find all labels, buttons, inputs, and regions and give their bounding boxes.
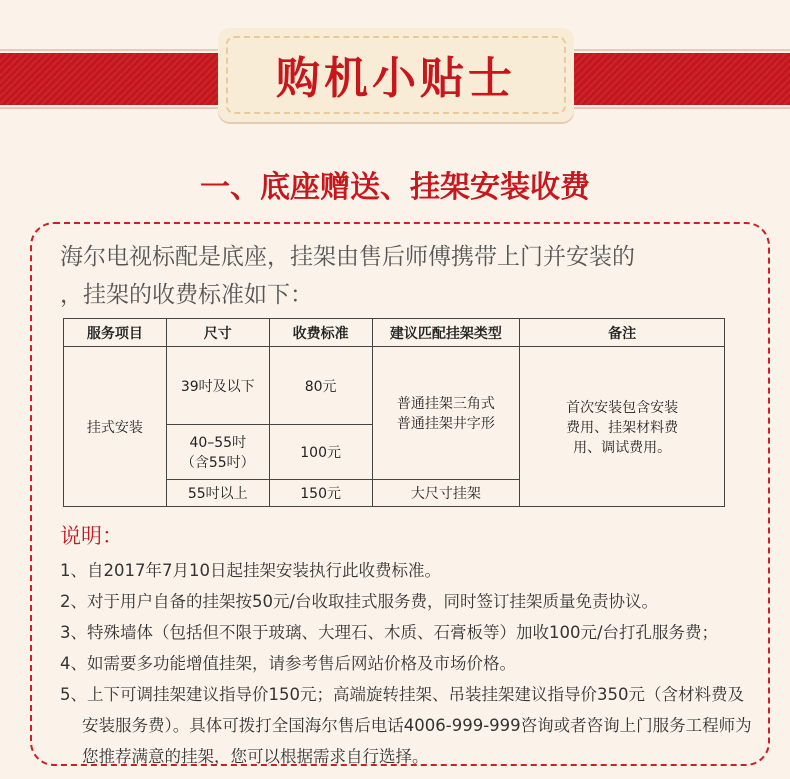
table-row bbox=[64, 347, 725, 425]
note-item: 4、如需要多功能增值挂架，请参考售后网站价格及市场价格。 bbox=[60, 654, 516, 673]
type-line: 普通挂架三角式 bbox=[396, 396, 495, 412]
price-cell: 80元 bbox=[269, 347, 372, 425]
size-line: 40–55吋 bbox=[189, 435, 247, 451]
notes-list bbox=[60, 555, 760, 772]
intro-line-2: ，挂架的收费标准如下： bbox=[60, 282, 313, 308]
price-cell: 150元 bbox=[269, 480, 372, 507]
intro-line-1: 海尔电视标配是底座，挂架由售后师傅携带上门并安装的 bbox=[60, 244, 635, 270]
type-cell bbox=[372, 347, 520, 480]
header-cell-type: 建议匹配挂架类型 bbox=[372, 319, 520, 347]
remark-line: 费用、挂架材料费 bbox=[566, 419, 679, 436]
table-header-row bbox=[64, 319, 725, 347]
size-cell bbox=[166, 425, 269, 480]
section-title: 一、底座赠送、挂架安装收费 bbox=[200, 170, 590, 205]
page-title: 购机小贴士 bbox=[276, 53, 516, 104]
size-cell: 55吋以上 bbox=[166, 480, 269, 507]
note-item: 5、上下可调挂架建议指导价150元；高端旋转挂架、吊装挂架建议指导价350元（含材料费及安装服务费）。具体可拨打全国海尔售后电话4006-999-999咨询或者咨询上门服务工程师为您推荐满意的挂架，您可以根据需求自行选择。 bbox=[60, 685, 752, 766]
remark-line: 用、调试费用。 bbox=[573, 439, 672, 456]
remark-cell bbox=[520, 347, 725, 507]
service-cell: 挂式安装 bbox=[64, 347, 167, 507]
note-item: 3、特殊墙体（包括但不限于玻璃、大理石、木质、石膏板等）加收100元/台打孔服务费； bbox=[60, 623, 719, 642]
type-line: 普通挂架井字形 bbox=[396, 416, 495, 432]
header-cell-price: 收费标准 bbox=[269, 319, 372, 347]
price-cell: 100元 bbox=[269, 425, 372, 480]
notes-heading: 说明： bbox=[60, 524, 123, 548]
header-cell-size: 尺寸 bbox=[166, 319, 269, 347]
note-item: 2、对于用户自备的挂架按50元/台收取挂式服务费，同时签订挂架质量免责协议。 bbox=[60, 592, 659, 611]
note-item: 1、自2017年7月10日起挂架安装执行此收费标准。 bbox=[60, 561, 441, 580]
intro-text bbox=[60, 238, 730, 314]
header-cell-service: 服务项目 bbox=[64, 319, 167, 347]
header-cell-remark: 备注 bbox=[520, 319, 725, 347]
fee-table bbox=[63, 318, 725, 507]
size-line: （含55吋） bbox=[180, 455, 255, 471]
type-cell: 大尺寸挂架 bbox=[372, 480, 520, 507]
size-cell: 39吋及以下 bbox=[166, 347, 269, 425]
remark-line: 首次安装包含安装 bbox=[566, 399, 679, 416]
title-badge bbox=[218, 28, 574, 122]
